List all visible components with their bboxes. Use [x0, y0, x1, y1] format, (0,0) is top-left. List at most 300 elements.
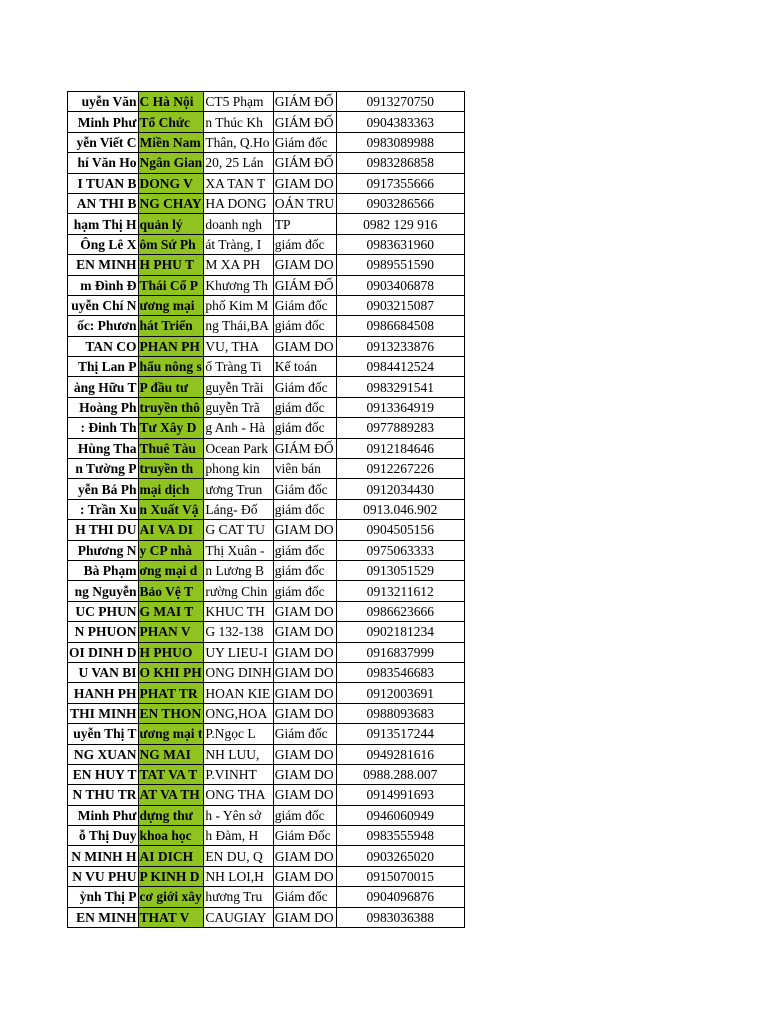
job-title-cell[interactable]	[273, 581, 336, 601]
phone-cell-text: 0983546683	[366, 665, 434, 681]
phone-cell-text: 0986684508	[366, 318, 434, 334]
job-title-cell[interactable]	[273, 132, 336, 152]
address-cell[interactable]	[204, 887, 273, 907]
name-cell[interactable]	[68, 887, 139, 907]
phone-cell[interactable]	[336, 397, 464, 417]
organization-cell-text: khoa học	[139, 828, 192, 844]
job-title-cell[interactable]	[273, 479, 336, 499]
address-cell[interactable]	[204, 479, 273, 499]
name-cell-text: UC PHUN	[75, 603, 137, 619]
address-cell[interactable]	[204, 153, 273, 173]
job-title-cell[interactable]	[273, 601, 336, 621]
address-cell-text: ONG,HOA	[205, 705, 268, 721]
name-cell-text: EN HUY T	[72, 767, 137, 783]
address-cell[interactable]	[204, 418, 273, 438]
address-cell[interactable]	[204, 214, 273, 234]
address-cell[interactable]	[204, 438, 273, 458]
address-cell[interactable]	[204, 560, 273, 580]
name-cell[interactable]	[68, 397, 139, 417]
organization-cell-text: hát Triển	[139, 318, 193, 334]
organization-cell[interactable]	[138, 214, 204, 234]
phone-cell[interactable]	[336, 846, 464, 866]
phone-cell[interactable]	[336, 499, 464, 519]
address-cell-text: ương Trun	[205, 481, 263, 497]
phone-cell[interactable]	[336, 581, 464, 601]
table-row	[68, 724, 465, 744]
phone-cell[interactable]	[336, 418, 464, 438]
table-row	[68, 499, 465, 519]
table-row	[68, 540, 465, 560]
organization-cell-text: THAT V	[139, 909, 190, 925]
organization-cell[interactable]	[138, 642, 204, 662]
name-cell[interactable]	[68, 642, 139, 662]
address-cell[interactable]	[204, 683, 273, 703]
phone-cell[interactable]	[336, 866, 464, 886]
job-title-cell[interactable]	[273, 173, 336, 193]
organization-cell[interactable]	[138, 866, 204, 886]
job-title-cell[interactable]	[273, 397, 336, 417]
job-title-cell[interactable]	[273, 907, 336, 927]
phone-cell-text: 0983631960	[366, 236, 434, 252]
phone-cell[interactable]	[336, 764, 464, 784]
name-cell[interactable]	[68, 540, 139, 560]
job-title-cell[interactable]	[273, 438, 336, 458]
job-title-cell-text: giám đốc	[274, 502, 325, 517]
address-cell[interactable]	[204, 397, 273, 417]
phone-cell[interactable]	[336, 805, 464, 825]
name-cell[interactable]	[68, 785, 139, 805]
organization-cell[interactable]	[138, 438, 204, 458]
organization-cell[interactable]	[138, 662, 204, 682]
phone-cell[interactable]	[336, 662, 464, 682]
phone-cell[interactable]	[336, 255, 464, 275]
name-cell-text: N THU TR	[72, 787, 137, 803]
address-cell[interactable]	[204, 724, 273, 744]
address-cell-text: NH LUU,	[205, 746, 260, 762]
organization-cell[interactable]	[138, 887, 204, 907]
organization-cell[interactable]	[138, 581, 204, 601]
address-cell-text: rường Chin	[205, 583, 268, 599]
organization-cell[interactable]	[138, 234, 204, 254]
table-row	[68, 255, 465, 275]
organization-cell[interactable]	[138, 907, 204, 927]
job-title-cell[interactable]	[273, 193, 336, 213]
phone-cell-text: 0913.046.902	[363, 502, 438, 517]
phone-cell-text: 0983036388	[366, 909, 434, 925]
job-title-cell-text: Giám đốc	[274, 379, 328, 395]
table-row	[68, 846, 465, 866]
address-cell-text: P.VINHT	[205, 767, 257, 783]
name-cell[interactable]	[68, 764, 139, 784]
job-title-cell[interactable]	[273, 92, 336, 112]
organization-cell[interactable]	[138, 112, 204, 132]
phone-cell[interactable]	[336, 173, 464, 193]
organization-cell[interactable]	[138, 805, 204, 825]
name-cell[interactable]	[68, 560, 139, 580]
phone-cell[interactable]	[336, 601, 464, 621]
phone-cell[interactable]	[336, 520, 464, 540]
name-cell-text: : Đinh Th	[80, 420, 137, 436]
address-cell[interactable]	[204, 826, 273, 846]
name-cell[interactable]	[68, 683, 139, 703]
name-cell[interactable]	[68, 826, 139, 846]
job-title-cell[interactable]	[273, 744, 336, 764]
organization-cell[interactable]	[138, 785, 204, 805]
organization-cell[interactable]	[138, 744, 204, 764]
organization-cell[interactable]	[138, 132, 204, 152]
name-cell[interactable]	[68, 846, 139, 866]
organization-cell[interactable]	[138, 295, 204, 315]
name-cell-text: ốc: Phươn	[77, 318, 137, 334]
job-title-cell[interactable]	[273, 724, 336, 744]
phone-cell[interactable]	[336, 357, 464, 377]
address-cell[interactable]	[204, 540, 273, 560]
organization-cell[interactable]	[138, 357, 204, 377]
address-cell-text: KHUC TH	[205, 603, 265, 619]
job-title-cell[interactable]	[273, 560, 336, 580]
name-cell[interactable]	[68, 214, 139, 234]
address-cell[interactable]	[204, 764, 273, 784]
phone-cell[interactable]	[336, 826, 464, 846]
job-title-cell[interactable]	[273, 153, 336, 173]
address-cell[interactable]	[204, 193, 273, 213]
phone-cell-text: 0913233876	[366, 338, 434, 354]
name-cell[interactable]	[68, 459, 139, 479]
name-cell[interactable]	[68, 805, 139, 825]
job-title-cell[interactable]	[273, 520, 336, 540]
address-cell[interactable]	[204, 132, 273, 152]
name-cell[interactable]	[68, 744, 139, 764]
organization-cell[interactable]	[138, 683, 204, 703]
organization-cell[interactable]	[138, 846, 204, 866]
phone-cell[interactable]	[336, 132, 464, 152]
address-cell[interactable]	[204, 520, 273, 540]
job-title-cell-text: GIÁM ĐỐ	[274, 440, 334, 456]
name-cell[interactable]	[68, 234, 139, 254]
table-row	[68, 357, 465, 377]
job-title-cell-text: GIÁM ĐỐ	[274, 155, 334, 171]
organization-cell[interactable]	[138, 520, 204, 540]
name-cell[interactable]	[68, 418, 139, 438]
organization-cell-text: AT VA TH	[139, 787, 200, 803]
table-row	[68, 601, 465, 621]
job-title-cell-text: GIAM DO	[274, 909, 334, 925]
name-cell[interactable]	[68, 703, 139, 723]
address-cell[interactable]	[204, 907, 273, 927]
address-cell-text: ONG THA	[205, 787, 266, 803]
job-title-cell[interactable]	[273, 805, 336, 825]
name-cell[interactable]	[68, 662, 139, 682]
job-title-cell[interactable]	[273, 336, 336, 356]
address-cell[interactable]	[204, 622, 273, 642]
organization-cell[interactable]	[138, 459, 204, 479]
job-title-cell[interactable]	[273, 234, 336, 254]
name-cell-text: Minh Phư	[77, 807, 137, 823]
table-row	[68, 193, 465, 213]
address-cell[interactable]	[204, 846, 273, 866]
phone-cell[interactable]	[336, 438, 464, 458]
phone-cell-text: 0977889283	[366, 420, 434, 436]
job-title-cell-text: GIAM DO	[274, 522, 334, 538]
phone-cell-text: 0912003691	[366, 685, 434, 701]
name-cell[interactable]	[68, 357, 139, 377]
name-cell-text: uyễn Chí N	[71, 298, 137, 314]
organization-cell-text: ơng mại d	[139, 563, 198, 579]
address-cell[interactable]	[204, 662, 273, 682]
organization-cell-text: truyền thô	[139, 400, 200, 416]
address-cell[interactable]	[204, 275, 273, 295]
organization-cell-text: ương mại	[139, 298, 195, 314]
table-row	[68, 173, 465, 193]
table-row	[68, 907, 465, 927]
organization-cell[interactable]	[138, 193, 204, 213]
job-title-cell-text: GIAM DO	[274, 787, 334, 803]
job-title-cell[interactable]	[273, 275, 336, 295]
address-cell-text: át Tràng, I	[205, 236, 262, 252]
phone-cell[interactable]	[336, 907, 464, 927]
name-cell[interactable]	[68, 255, 139, 275]
phone-cell[interactable]	[336, 377, 464, 397]
job-title-cell[interactable]	[273, 214, 336, 234]
job-title-cell-text: GIAM DO	[274, 644, 334, 660]
job-title-cell[interactable]	[273, 255, 336, 275]
name-cell-text: EN MINH	[76, 257, 137, 273]
organization-cell[interactable]	[138, 479, 204, 499]
organization-cell[interactable]	[138, 703, 204, 723]
name-cell[interactable]	[68, 153, 139, 173]
name-cell-text: Ông Lê X	[80, 236, 137, 252]
table-row	[68, 683, 465, 703]
name-cell[interactable]	[68, 92, 139, 112]
table-row	[68, 377, 465, 397]
address-cell[interactable]	[204, 234, 273, 254]
phone-cell[interactable]	[336, 275, 464, 295]
table-row	[68, 397, 465, 417]
organization-cell-text: y CP nhà	[139, 542, 193, 558]
organization-cell-text: NG CHAY	[139, 196, 202, 212]
name-cell[interactable]	[68, 724, 139, 744]
address-cell[interactable]	[204, 785, 273, 805]
organization-cell[interactable]	[138, 275, 204, 295]
organization-cell[interactable]	[138, 418, 204, 438]
organization-cell[interactable]	[138, 499, 204, 519]
address-cell[interactable]	[204, 642, 273, 662]
address-cell[interactable]	[204, 377, 273, 397]
table-row	[68, 581, 465, 601]
name-cell[interactable]	[68, 377, 139, 397]
address-cell[interactable]	[204, 581, 273, 601]
address-cell[interactable]	[204, 336, 273, 356]
address-cell[interactable]	[204, 173, 273, 193]
phone-cell[interactable]	[336, 724, 464, 744]
organization-cell[interactable]	[138, 622, 204, 642]
job-title-cell[interactable]	[273, 785, 336, 805]
job-title-cell[interactable]	[273, 418, 336, 438]
address-cell[interactable]	[204, 459, 273, 479]
name-cell[interactable]	[68, 193, 139, 213]
organization-cell[interactable]	[138, 336, 204, 356]
job-title-cell[interactable]	[273, 459, 336, 479]
phone-cell-text: 0904383363	[366, 114, 434, 130]
job-title-cell-text: GIÁM ĐỐ	[274, 94, 334, 110]
phone-cell[interactable]	[336, 703, 464, 723]
phone-cell[interactable]	[336, 683, 464, 703]
address-cell[interactable]	[204, 866, 273, 886]
job-title-cell[interactable]	[273, 846, 336, 866]
phone-cell[interactable]	[336, 214, 464, 234]
job-title-cell[interactable]	[273, 499, 336, 519]
address-cell-text: n Lương B	[205, 563, 265, 579]
organization-cell[interactable]	[138, 255, 204, 275]
name-cell[interactable]	[68, 866, 139, 886]
phone-cell[interactable]	[336, 92, 464, 112]
organization-cell-text: P KINH D	[139, 869, 200, 885]
name-cell-text: THI MINH	[70, 705, 137, 721]
phone-cell[interactable]	[336, 193, 464, 213]
table-row	[68, 520, 465, 540]
address-cell-text: ng Thái,BA	[205, 318, 269, 334]
phone-cell[interactable]	[336, 336, 464, 356]
name-cell[interactable]	[68, 499, 139, 519]
name-cell-text: àng Hữu T	[73, 379, 137, 395]
job-title-cell[interactable]	[273, 357, 336, 377]
phone-cell[interactable]	[336, 153, 464, 173]
name-cell[interactable]	[68, 479, 139, 499]
phone-cell[interactable]	[336, 479, 464, 499]
job-title-cell-text: GIAM DO	[274, 869, 334, 885]
job-title-cell-text: GIAM DO	[274, 848, 334, 864]
job-title-cell-text: GIAM DO	[274, 685, 334, 701]
address-cell-text: P.Ngọc L	[205, 726, 256, 742]
phone-cell-text: 0983089988	[366, 134, 434, 150]
address-cell[interactable]	[204, 295, 273, 315]
address-cell-text: n Thúc Kh	[205, 114, 263, 130]
job-title-cell[interactable]	[273, 642, 336, 662]
job-title-cell[interactable]	[273, 622, 336, 642]
organization-cell[interactable]	[138, 826, 204, 846]
name-cell[interactable]	[68, 173, 139, 193]
table-row	[68, 438, 465, 458]
organization-cell[interactable]	[138, 173, 204, 193]
organization-cell-text: H PHUO	[139, 644, 193, 660]
organization-cell[interactable]	[138, 397, 204, 417]
phone-cell[interactable]	[336, 785, 464, 805]
phone-cell[interactable]	[336, 560, 464, 580]
organization-cell[interactable]	[138, 601, 204, 621]
job-title-cell-text: Giám Đốc	[274, 828, 331, 844]
job-title-cell-text: GIAM DO	[274, 705, 334, 721]
name-cell[interactable]	[68, 622, 139, 642]
job-title-cell-text: GIAM DO	[274, 746, 334, 762]
job-title-cell[interactable]	[273, 826, 336, 846]
address-cell-text: phong kin	[205, 461, 260, 477]
phone-cell[interactable]	[336, 887, 464, 907]
name-cell[interactable]	[68, 336, 139, 356]
phone-cell[interactable]	[336, 642, 464, 662]
address-cell[interactable]	[204, 703, 273, 723]
name-cell[interactable]	[68, 438, 139, 458]
organization-cell-text: PHAT TR	[139, 685, 198, 701]
name-cell[interactable]	[68, 907, 139, 927]
address-cell[interactable]	[204, 601, 273, 621]
name-cell-text: Thị Lan P	[77, 359, 137, 375]
name-cell[interactable]	[68, 581, 139, 601]
job-title-cell[interactable]	[273, 866, 336, 886]
phone-cell[interactable]	[336, 540, 464, 560]
organization-cell[interactable]	[138, 153, 204, 173]
name-cell[interactable]	[68, 112, 139, 132]
table-row	[68, 887, 465, 907]
address-cell[interactable]	[204, 499, 273, 519]
job-title-cell[interactable]	[273, 683, 336, 703]
name-cell[interactable]	[68, 316, 139, 336]
organization-cell-text: Ngân Gian	[139, 155, 203, 171]
job-title-cell[interactable]	[273, 316, 336, 336]
address-cell[interactable]	[204, 357, 273, 377]
phone-cell-text: 0975063333	[366, 542, 434, 558]
job-title-cell-text: giám đốc	[274, 807, 325, 823]
address-cell-text: VU, THA	[205, 338, 260, 354]
phone-cell[interactable]	[336, 622, 464, 642]
organization-cell[interactable]	[138, 377, 204, 397]
name-cell-text: Hùng Tha	[77, 440, 137, 456]
job-title-cell[interactable]	[273, 540, 336, 560]
job-title-cell[interactable]	[273, 887, 336, 907]
name-cell-text: yễn Bá Ph	[78, 481, 137, 497]
address-cell[interactable]	[204, 316, 273, 336]
organization-cell[interactable]	[138, 724, 204, 744]
phone-cell[interactable]	[336, 459, 464, 479]
table-row	[68, 560, 465, 580]
address-cell[interactable]	[204, 805, 273, 825]
organization-cell[interactable]	[138, 316, 204, 336]
name-cell[interactable]	[68, 295, 139, 315]
phone-cell[interactable]	[336, 234, 464, 254]
phone-cell[interactable]	[336, 112, 464, 132]
phone-cell[interactable]	[336, 316, 464, 336]
job-title-cell[interactable]	[273, 703, 336, 723]
organization-cell[interactable]	[138, 764, 204, 784]
address-cell-text: HA DONG	[205, 196, 267, 212]
name-cell[interactable]	[68, 520, 139, 540]
address-cell[interactable]	[204, 92, 273, 112]
job-title-cell[interactable]	[273, 112, 336, 132]
table-row	[68, 785, 465, 805]
address-cell[interactable]	[204, 744, 273, 764]
address-cell[interactable]	[204, 255, 273, 275]
job-title-cell[interactable]	[273, 377, 336, 397]
organization-cell-text: ương mại t	[139, 726, 203, 742]
name-cell[interactable]	[68, 275, 139, 295]
name-cell[interactable]	[68, 132, 139, 152]
organization-cell[interactable]	[138, 540, 204, 560]
table-row	[68, 153, 465, 173]
organization-cell[interactable]	[138, 560, 204, 580]
job-title-cell[interactable]	[273, 662, 336, 682]
address-cell-text: Láng- Đố	[205, 502, 258, 517]
table-row	[68, 479, 465, 499]
name-cell[interactable]	[68, 601, 139, 621]
job-title-cell[interactable]	[273, 295, 336, 315]
name-cell-text: NG XUAN	[73, 746, 137, 762]
address-cell[interactable]	[204, 112, 273, 132]
table-row	[68, 826, 465, 846]
phone-cell[interactable]	[336, 744, 464, 764]
organization-cell[interactable]	[138, 92, 204, 112]
address-cell-text: G CAT TU	[205, 522, 265, 538]
job-title-cell[interactable]	[273, 764, 336, 784]
phone-cell[interactable]	[336, 295, 464, 315]
